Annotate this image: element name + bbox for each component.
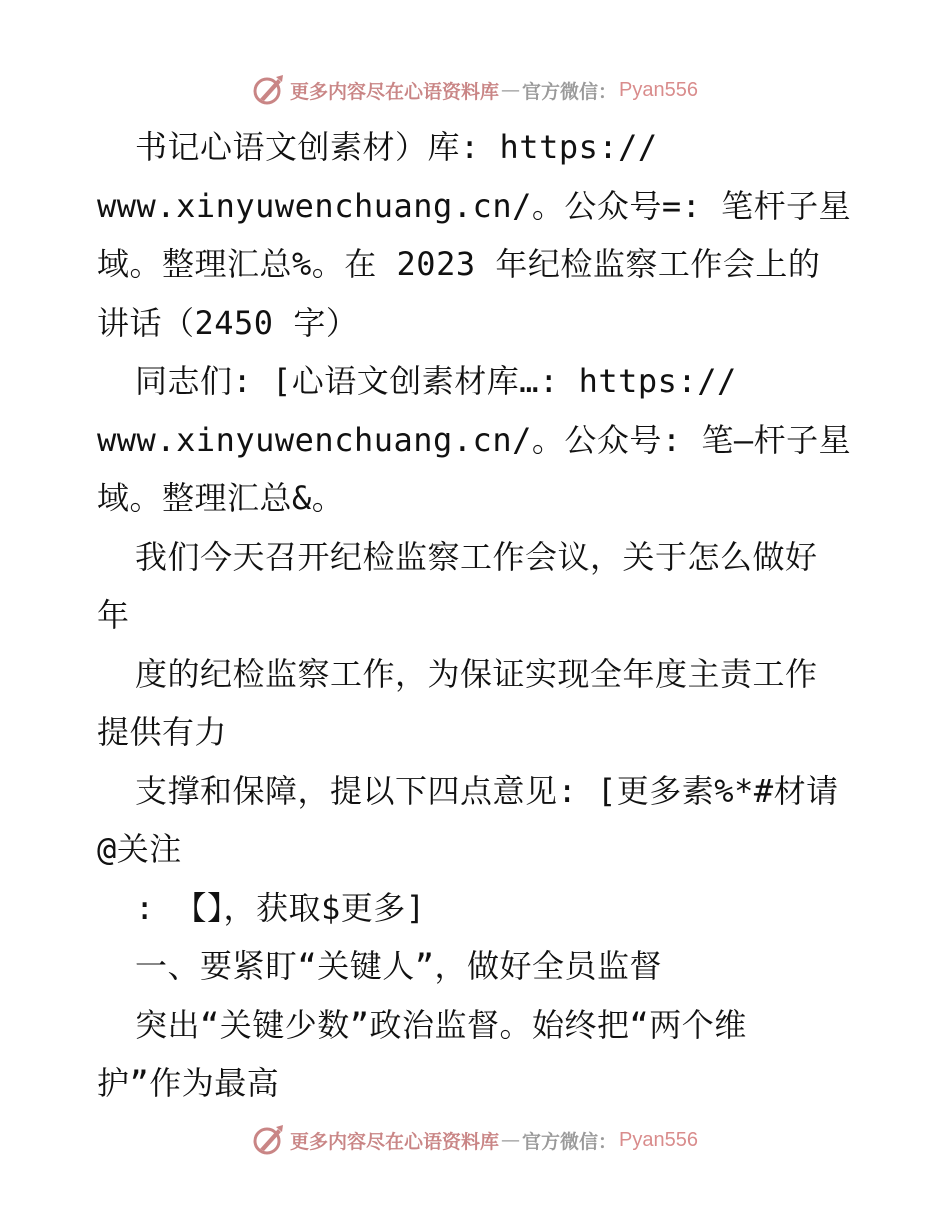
text-line: 支撑和保障，提以下四点意见: [更多素%*#材请 xyxy=(135,771,839,810)
text-line: 突出“关键少数”政治监督。始终把“两个维 xyxy=(135,1005,747,1044)
text-line: www.xinyuwenchuang.cn/。公众号: 笔—杆子星 xyxy=(97,420,852,459)
watermark-handle: Pyan556 xyxy=(619,78,698,101)
watermark-wechat-label: 官方微信： xyxy=(522,1130,618,1153)
text-line: 域。整理汇总&。 xyxy=(97,479,345,517)
watermark-main-text: 更多内容尽在心语资料库 xyxy=(290,1130,500,1153)
watermark-separator: — xyxy=(501,1129,521,1151)
header-watermark xyxy=(0,70,950,110)
watermark-main-text: 更多内容尽在心语资料库 xyxy=(290,80,500,103)
document-body xyxy=(97,118,877,1113)
watermark-handle: Pyan556 xyxy=(619,1128,698,1151)
text-line: 一、要紧盯“关键人”，做好全员监督 xyxy=(135,947,663,985)
text-line: : 【】，获取$更多] xyxy=(135,888,426,927)
feather-pen-logo-icon xyxy=(252,73,286,107)
text-line: www.xinyuwenchuang.cn/。公众号=: 笔杆子星 xyxy=(97,186,852,225)
text-line: 提供有力 xyxy=(97,713,228,751)
footer-watermark xyxy=(0,1120,950,1160)
text-line: 我们今天召开纪检监察工作会议，关于怎么做好 xyxy=(135,537,818,576)
text-line: 同志们: [心语文创素材库…: https:// xyxy=(135,362,737,400)
feather-pen-logo-icon xyxy=(252,1123,286,1157)
text-line: 护”作为最高 xyxy=(97,1064,280,1102)
text-line: 书记心语文创素材）库: https:// xyxy=(135,128,658,166)
text-line: 讲话（2450 字） xyxy=(97,303,359,342)
text-line: 年 xyxy=(97,596,130,634)
watermark-separator: — xyxy=(501,79,521,101)
text-line: 域。整理汇总%。在 2023 年纪检监察工作会上的 xyxy=(97,245,821,283)
watermark-wechat-label: 官方微信： xyxy=(522,80,618,103)
text-line: @关注 xyxy=(97,830,182,868)
text-line: 度的纪检监察工作，为保证实现全年度主责工作 xyxy=(135,654,818,693)
